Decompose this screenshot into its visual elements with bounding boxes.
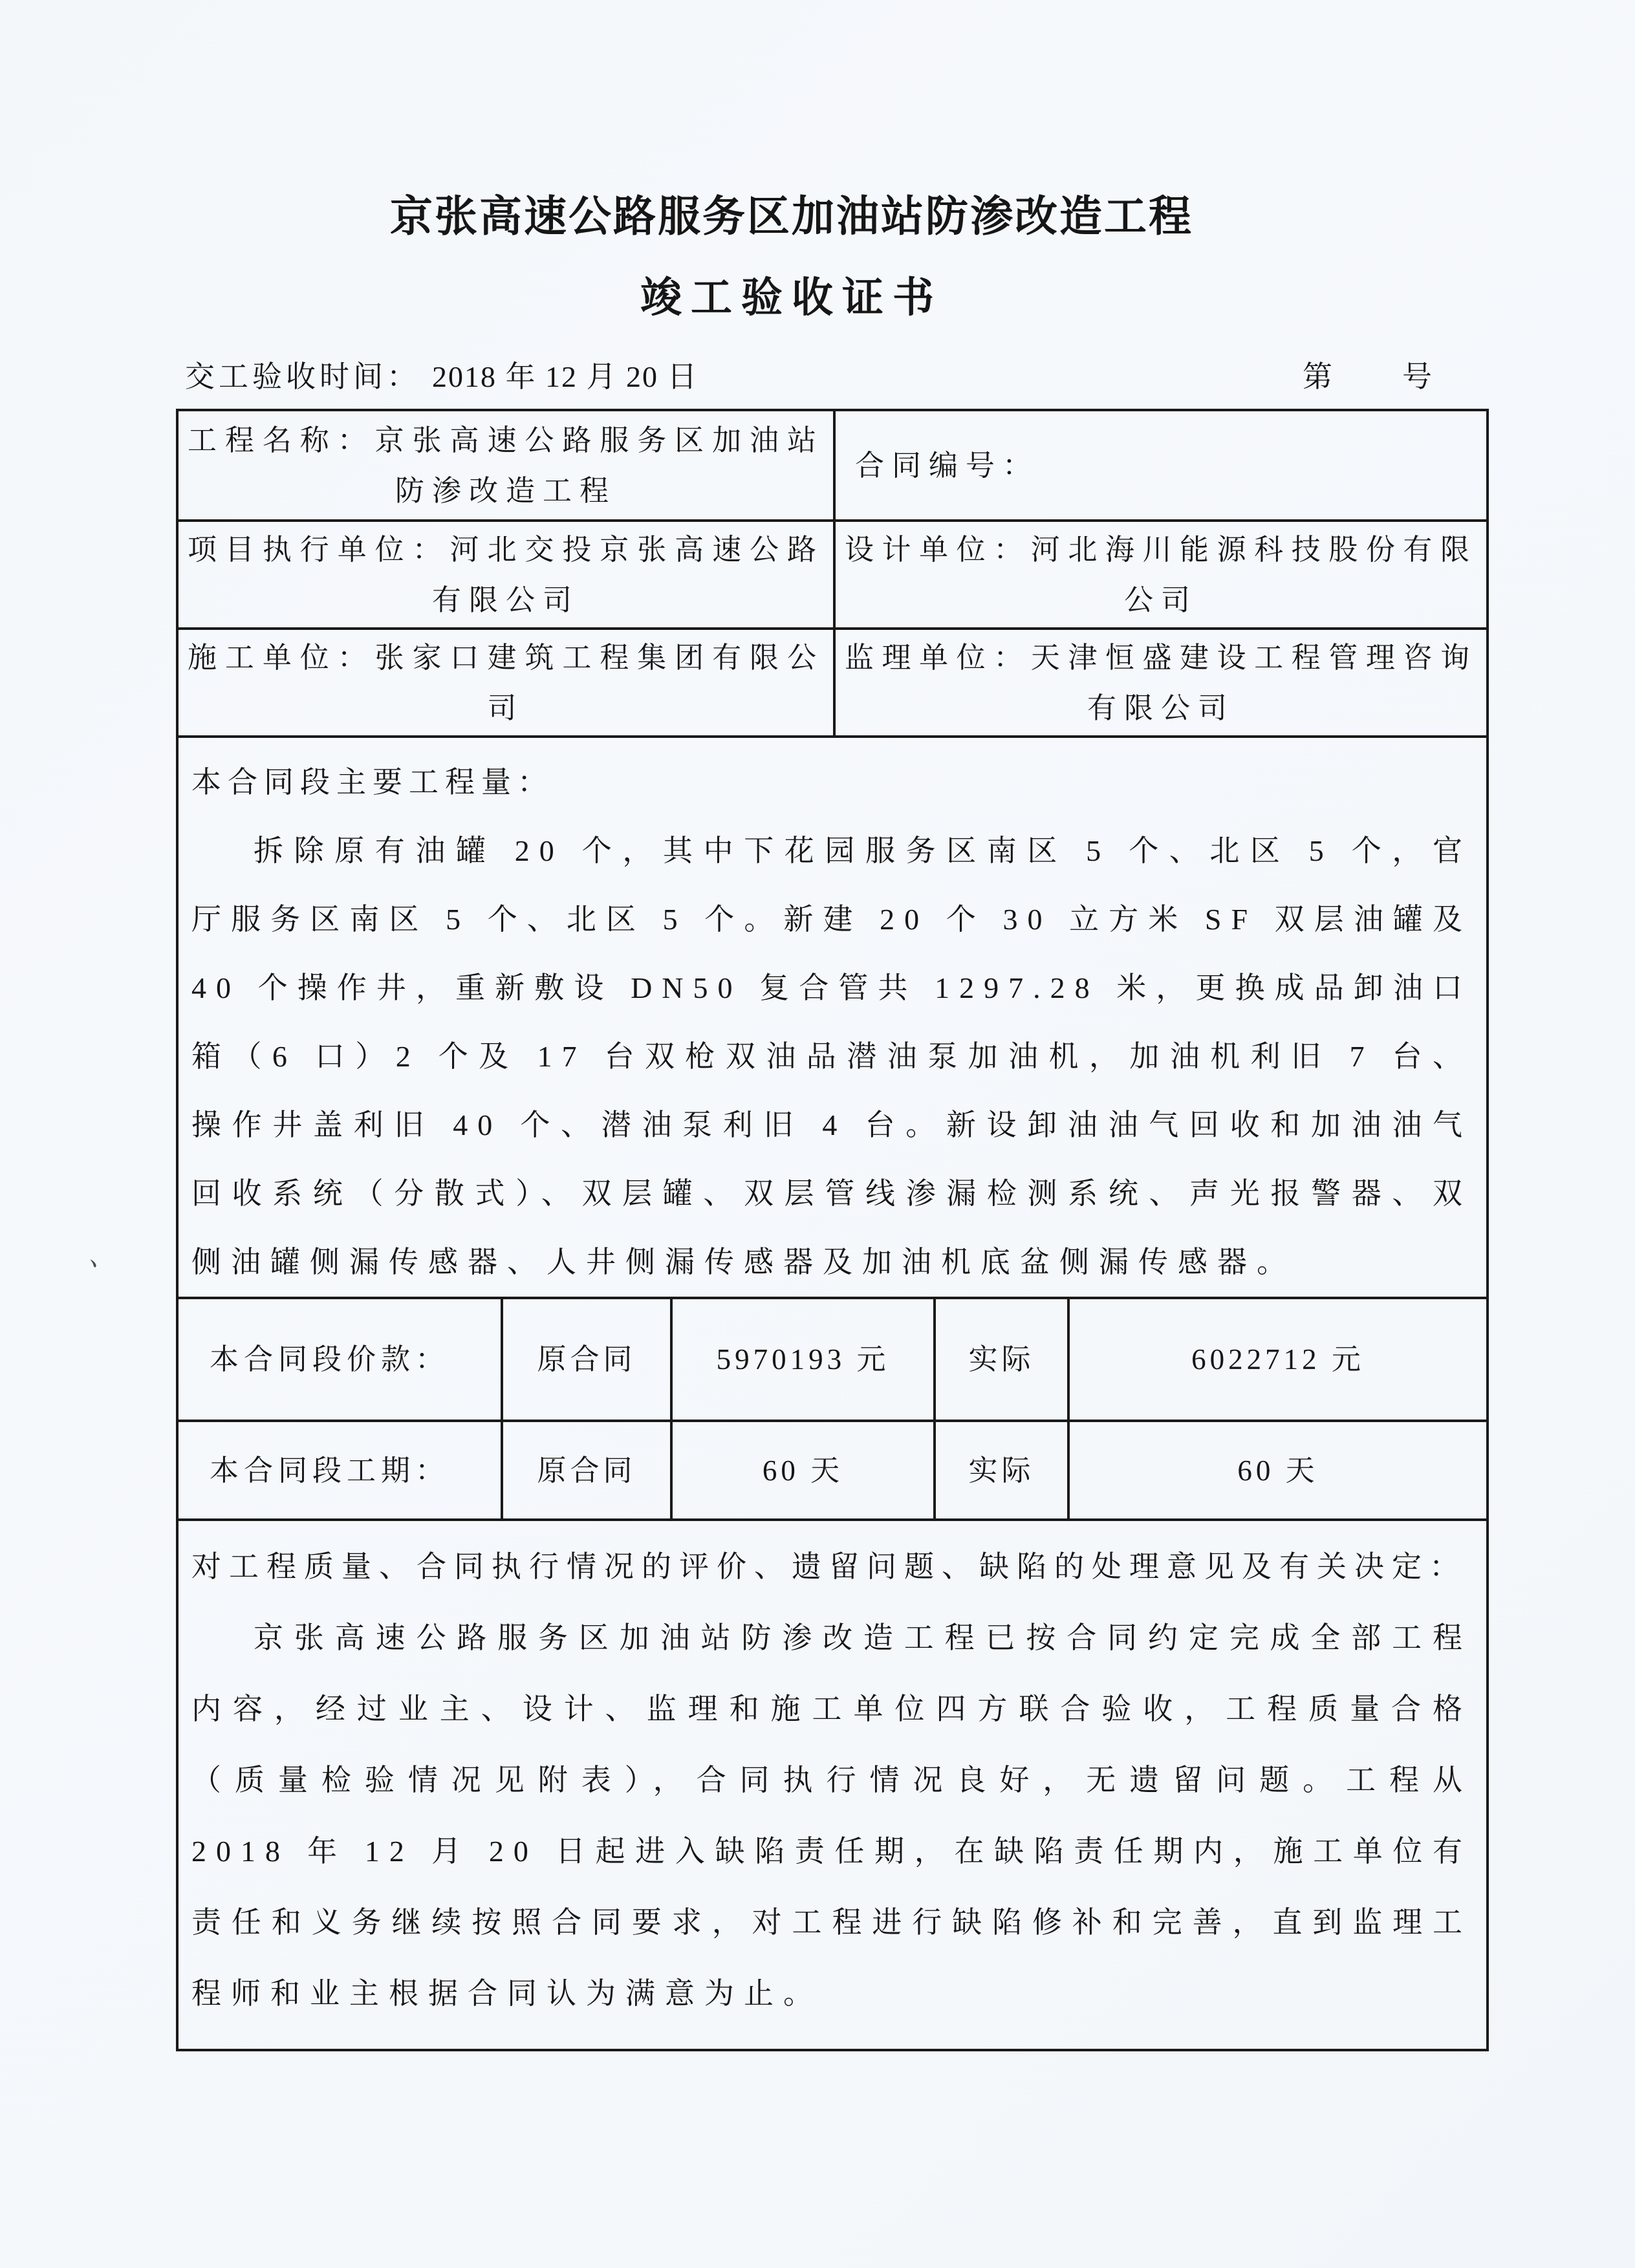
cell-construction-unit: [179, 630, 833, 735]
meta-row: [176, 357, 1489, 397]
acceptance-time-value: 2018 年 12 月 20 日: [432, 360, 698, 393]
cell-price-actual-value: [1067, 1299, 1486, 1420]
duration-original-value-text: 60 天: [762, 1454, 844, 1487]
certificate-table: [176, 409, 1489, 2051]
margin-stray-mark: 、: [87, 1241, 120, 1276]
document-title-block: [0, 0, 1609, 327]
design-unit-text: 设计单位：河北海川能源科技股份有限公司: [845, 533, 1477, 616]
executing-unit-text: 项目执行单位：河北交投京张高速公路有限公司: [188, 533, 824, 616]
duration-original-label-text: 原合同: [537, 1454, 636, 1487]
table-row-quantities: [179, 735, 1486, 1297]
cell-design-unit: [833, 522, 1486, 627]
cell-price-label: [179, 1299, 501, 1420]
quantities-paragraph: 拆除原有油罐 20 个，其中下花园服务区南区 5 个、北区 5 个，官厅服务区南区 5 个、北区 5 个。新建 20 个 30 立方米 SF 双层油罐及 40 个操作井，重新敷设 DN50 复合管共 1297.28 米，更换成品卸油口箱（6 口）2 个及 17 台双枪双油品潜油泵加油机，加油机利旧 7 台、操作井盖利旧 40 个、潜油泵利旧 4 台。新设卸油油气回收和加油油气回收系统（分散式）、双层罐、双层管线渗漏检测系统、声光报警器、双侧油罐侧漏传感器、人井侧漏传感器及加油机底盆侧漏传感器。: [191, 834, 1472, 1279]
contract-number-text: 合同编号：: [855, 449, 1040, 482]
table-row-constr-superv: [179, 627, 1486, 735]
evaluation-paragraph: 京张高速公路服务区加油站防渗改造工程已按合同约定完成全部工程内容，经过业主、设计、监理和施工单位四方联合验收，工程质量合格（质量检验情况见附表），合同执行情况良好，无遗留问题。工程从 2018 年 12 月 20 日起进入缺陷责任期，在缺陷责任期内，施工单位有责任和义务继续按照合同要求，对工程进行缺陷修补和完善，直到监理工程师和业主根据合同认为满意为止。: [191, 1621, 1472, 2010]
price-label-text: 本合同段价款：: [210, 1343, 450, 1376]
cell-contract-number: [833, 411, 1486, 519]
supervision-unit-text: 监理单位：天津恒盛建设工程管理咨询有限公司: [845, 641, 1477, 724]
cell-duration-original-label: [501, 1422, 670, 1518]
certificate-number: [1303, 357, 1432, 397]
price-original-label-text: 原合同: [537, 1343, 636, 1376]
cell-project-name: [179, 411, 833, 519]
acceptance-time: [176, 357, 698, 397]
document-title-line1: 京张高速公路服务区加油站防渗改造工程: [390, 192, 1193, 240]
duration-actual-label-text: 实际: [968, 1454, 1035, 1487]
acceptance-time-label: 交工验收时间：: [185, 360, 420, 393]
cell-price-actual-label: [933, 1299, 1067, 1420]
table-row-evaluation: [179, 1518, 1486, 2049]
evaluation-heading: 对工程质量、合同执行情况的评价、遗留问题、缺陷的处理意见及有关决定：: [191, 1550, 1467, 1583]
cell-duration-actual-value: [1067, 1422, 1486, 1518]
duration-label-text: 本合同段工期：: [210, 1454, 450, 1487]
cell-duration-original-value: [670, 1422, 933, 1518]
table-row-project-name: [179, 411, 1486, 519]
cell-price-original-label: [501, 1299, 670, 1420]
duration-actual-value-text: 60 天: [1237, 1454, 1319, 1487]
certificate-number-prefix: 第: [1303, 360, 1332, 393]
cell-supervision-unit: [833, 630, 1486, 735]
table-row-exec-design: [179, 519, 1486, 627]
cell-duration-actual-label: [933, 1422, 1067, 1518]
quantities-heading: 本合同段主要工程量：: [191, 766, 554, 799]
table-row-contract-price: [179, 1297, 1486, 1420]
table-row-contract-duration: [179, 1420, 1486, 1518]
project-name-text: 工程名称：京张高速公路服务区加油站防渗改造工程: [188, 424, 824, 507]
cell-price-original-value: [670, 1299, 933, 1420]
price-original-value-text: 5970193 元: [716, 1343, 890, 1376]
cell-executing-unit: [179, 522, 833, 627]
price-actual-label-text: 实际: [968, 1343, 1035, 1376]
cell-evaluation: [179, 1521, 1486, 2049]
price-actual-value-text: 6022712 元: [1191, 1343, 1365, 1376]
construction-unit-text: 施工单位：张家口建筑工程集团有限公司: [188, 641, 824, 724]
document-title-line2: 竣工验收证书: [640, 274, 943, 321]
certificate-number-suffix: 号: [1402, 360, 1432, 393]
cell-duration-label: [179, 1422, 501, 1518]
cell-quantities: [179, 738, 1486, 1297]
